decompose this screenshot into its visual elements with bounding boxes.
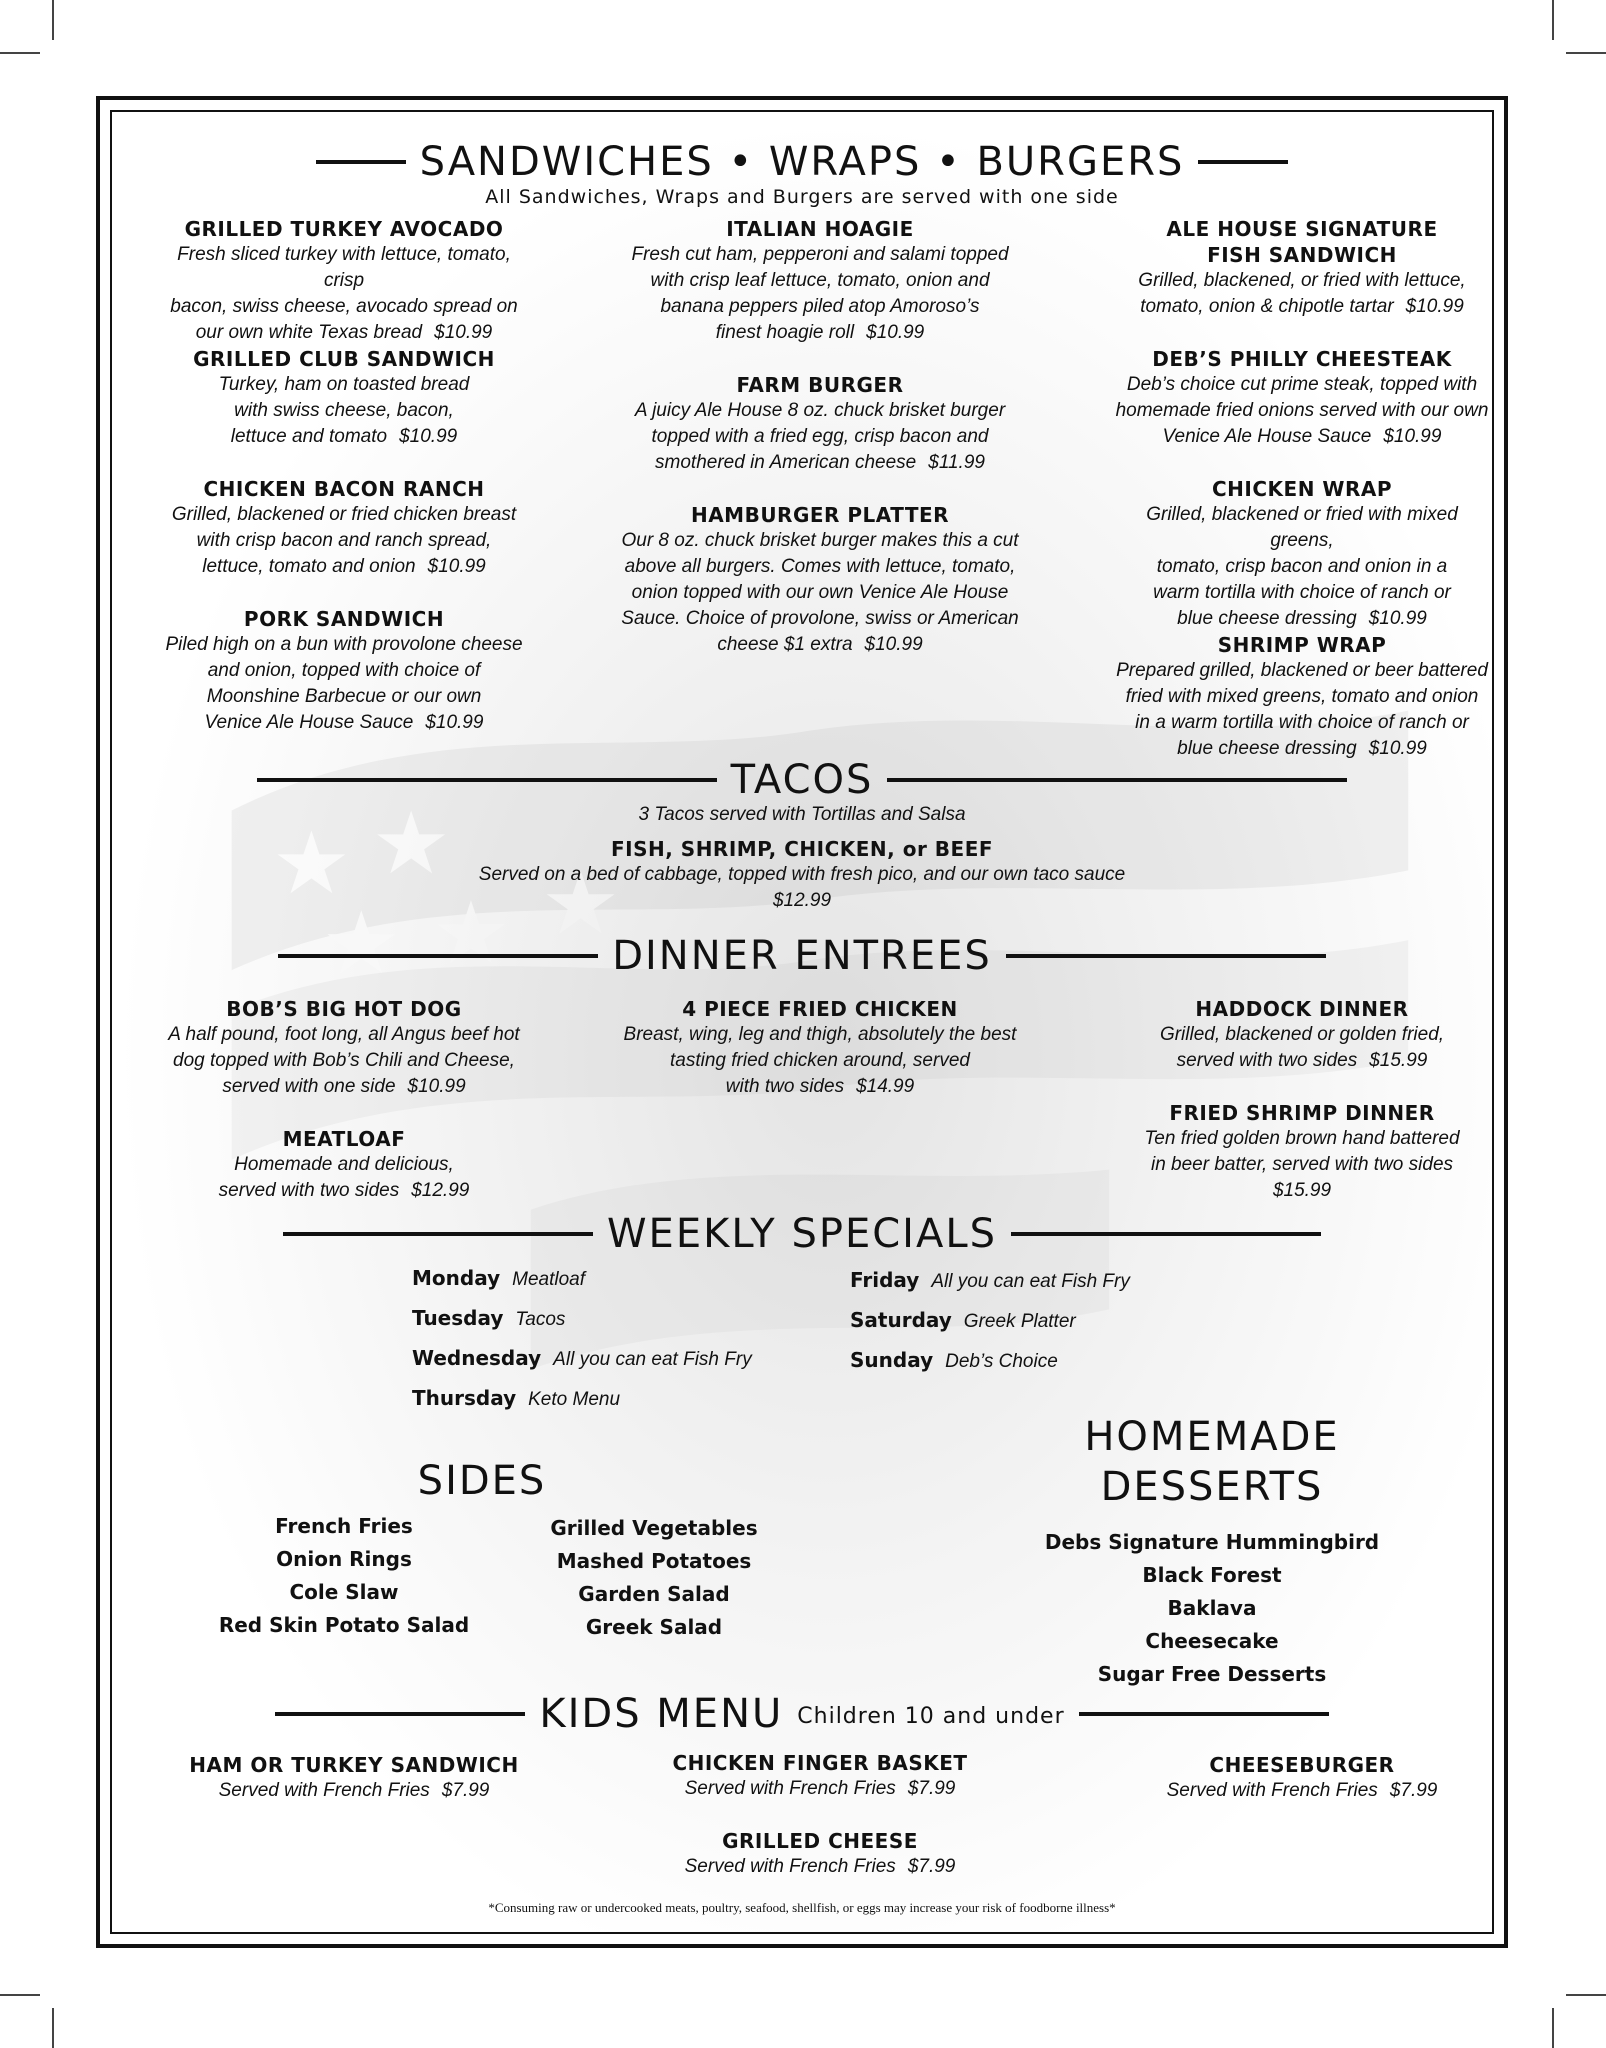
item-desc: Fresh cut ham, pepperoni and salami topped <box>631 244 1009 265</box>
item-name: FARM BURGER <box>736 373 904 397</box>
weekly-section-title <box>112 1210 1492 1258</box>
item-desc: Served with French Fries <box>218 1780 430 1801</box>
item-desc: above all burgers. Comes with lettuce, tomato, <box>624 556 1016 577</box>
menu-item <box>1112 346 1492 450</box>
dessert-item: Sugar Free Desserts <box>1097 1662 1327 1686</box>
side-item: Garden Salad <box>578 1582 730 1606</box>
item-desc: A half pound, foot long, all Angus beef hot <box>168 1024 520 1045</box>
item-desc: Deb’s choice cut prime steak, topped with <box>1126 374 1478 395</box>
menu-item <box>1112 476 1492 632</box>
menu-frame <box>96 96 1508 1948</box>
special-day: Tuesday <box>412 1306 504 1330</box>
title-rule <box>275 1712 525 1716</box>
side-item: Cole Slaw <box>289 1580 399 1604</box>
item-name: GRILLED TURKEY AVOCADO <box>184 217 504 241</box>
desserts-list <box>1002 1526 1422 1691</box>
item-price: $15.99 <box>1369 1050 1428 1071</box>
menu-item <box>600 996 1040 1100</box>
item-desc: with crisp leaf lettuce, tomato, onion and <box>650 270 990 291</box>
desserts-title <box>1012 1412 1412 1512</box>
special-row <box>412 1346 752 1371</box>
tacos-subtitle: 3 Tacos served with Tortillas and Salsa <box>638 804 966 825</box>
item-desc: blue cheese dressing <box>1177 738 1357 759</box>
item-price: $7.99 <box>907 1856 956 1877</box>
item-desc: served with two sides <box>218 1180 400 1201</box>
special-day: Thursday <box>412 1386 517 1410</box>
item-name: GRILLED CHEESE <box>722 1829 918 1853</box>
item-desc: Served with French Fries <box>684 1778 896 1799</box>
kids-title-text: KIDS MENU <box>539 1691 784 1737</box>
item-desc: in a warm tortilla with choice of ranch or <box>1135 712 1469 733</box>
item-price: $10.99 <box>1405 296 1464 317</box>
title-rule <box>257 778 717 782</box>
item-desc: tomato, onion & chipotle tartar <box>1140 296 1394 317</box>
menu-item <box>164 346 524 450</box>
item-name: CHICKEN BACON RANCH <box>203 477 485 501</box>
item-desc: served with two sides <box>1176 1050 1358 1071</box>
side-item: Onion Rings <box>276 1547 412 1571</box>
special-item: Keto Menu <box>528 1389 621 1410</box>
crop-mark <box>1566 1994 1606 1996</box>
special-item: Greek Platter <box>963 1311 1076 1332</box>
title-rule <box>1198 160 1288 164</box>
special-row <box>412 1306 565 1331</box>
item-price: $10.99 <box>866 322 925 343</box>
item-price: $10.99 <box>425 712 484 733</box>
dessert-item: Black Forest <box>1142 1563 1282 1587</box>
menu-item <box>1112 1100 1492 1204</box>
title-rule <box>283 1232 593 1236</box>
item-price: $10.99 <box>1368 738 1427 759</box>
menu-item <box>600 1828 1040 1880</box>
menu-item <box>164 216 524 346</box>
crop-mark <box>0 1994 40 1996</box>
item-desc: Sauce. Choice of provolone, swiss or American <box>621 608 1019 629</box>
item-price: $11.99 <box>928 452 985 473</box>
item-price: $10.99 <box>434 322 493 343</box>
item-desc: homemade fried onions served with our own <box>1115 400 1489 421</box>
tacos-section-title <box>112 756 1492 804</box>
item-desc: Ten fried golden brown hand battered <box>1144 1128 1460 1149</box>
item-name: 4 PIECE FRIED CHICKEN <box>682 997 958 1021</box>
item-name: CHEESEBURGER <box>1209 1753 1395 1777</box>
item-desc: Grilled, blackened or fried chicken breast <box>171 504 517 525</box>
menu-item <box>1112 1752 1492 1804</box>
title-rule <box>1079 1712 1329 1716</box>
item-desc: dog topped with Bob’s Chili and Cheese, <box>173 1050 515 1071</box>
menu-item <box>164 996 524 1100</box>
item-desc: tomato, crisp bacon and onion in a <box>1156 556 1448 577</box>
item-desc: Served on a bed of cabbage, topped with fresh pico, and our own taco sauce <box>478 864 1126 885</box>
item-desc: finest hoagie roll <box>715 322 855 343</box>
item-price: $7.99 <box>441 1780 490 1801</box>
crop-mark <box>52 0 54 40</box>
item-desc: bacon, swiss cheese, avocado spread on <box>170 296 518 317</box>
item-name: PORK SANDWICH <box>243 607 445 631</box>
sandwiches-section-title <box>112 138 1492 186</box>
item-desc: served with one side <box>222 1076 396 1097</box>
menu-item <box>164 476 524 580</box>
item-desc: with crisp bacon and ranch spread, <box>196 530 492 551</box>
menu-inner-frame <box>110 110 1494 1934</box>
item-desc: Homemade and delicious, <box>234 1154 454 1175</box>
item-desc: tasting fried chicken around, served <box>670 1050 970 1071</box>
title-rule <box>887 778 1347 782</box>
item-name: DEB’S PHILLY CHEESTEAK <box>1152 347 1452 371</box>
item-price: $7.99 <box>907 1778 956 1799</box>
item-price: $10.99 <box>1383 426 1442 447</box>
sides-title: SIDES <box>417 1458 547 1504</box>
special-row <box>850 1268 1130 1293</box>
item-desc: Venice Ale House Sauce <box>1162 426 1372 447</box>
sides-list-col1 <box>184 1510 504 1642</box>
crop-mark <box>52 2008 54 2048</box>
menu-item <box>112 836 1492 914</box>
item-price: $10.99 <box>407 1076 466 1097</box>
item-desc: Grilled, blackened or golden fried, <box>1159 1024 1445 1045</box>
title-rule <box>1006 954 1326 958</box>
item-name: GRILLED CLUB SANDWICH <box>193 347 495 371</box>
item-desc: Grilled, blackened, or fried with lettuce, <box>1138 270 1466 291</box>
item-desc: Piled high on a bun with provolone cheese <box>165 634 523 655</box>
menu-item <box>164 1126 524 1204</box>
item-price: $10.99 <box>1368 608 1427 629</box>
item-desc: topped with a fried egg, crisp bacon and <box>651 426 989 447</box>
item-desc: and onion, topped with choice of <box>207 660 481 681</box>
item-name: ALE HOUSE SIGNATURE <box>1166 217 1438 241</box>
side-item: French Fries <box>275 1514 413 1538</box>
side-item: Grilled Vegetables <box>550 1516 758 1540</box>
item-desc: Moonshine Barbecue or our own <box>206 686 482 707</box>
sandwiches-title: SANDWICHES • WRAPS • BURGERS <box>419 139 1185 185</box>
item-name: CHICKEN WRAP <box>1212 477 1392 501</box>
sandwiches-subtitle: All Sandwiches, Wraps and Burgers are served with one side <box>485 186 1119 208</box>
item-price: $14.99 <box>856 1076 915 1097</box>
item-name: HADDOCK DINNER <box>1195 997 1409 1021</box>
title-rule <box>278 954 598 958</box>
menu-item <box>1112 632 1492 762</box>
item-desc: Venice Ale House Sauce <box>204 712 414 733</box>
food-safety-disclaimer: *Consuming raw or undercooked meats, poultry, seafood, shellfish, or eggs may increase your risk of foodborne illness* <box>488 1900 1116 1915</box>
menu-item <box>600 502 1040 658</box>
special-row <box>850 1348 1058 1373</box>
kids-section-title <box>112 1690 1492 1738</box>
item-desc: smothered in American cheese <box>655 452 917 473</box>
item-name: HAMBURGER PLATTER <box>690 503 950 527</box>
title-rule <box>1011 1232 1321 1236</box>
side-item: Mashed Potatoes <box>556 1549 752 1573</box>
item-name: CHICKEN FINGER BASKET <box>672 1751 968 1775</box>
item-desc: Fresh sliced turkey with lettuce, tomato, crisp <box>177 244 511 291</box>
menu-item <box>600 1750 1040 1802</box>
item-price: $12.99 <box>411 1180 470 1201</box>
tacos-title: TACOS <box>730 757 874 803</box>
weekly-title: WEEKLY SPECIALS <box>607 1211 997 1257</box>
menu-item <box>1112 216 1492 320</box>
dessert-item: Baklava <box>1167 1596 1257 1620</box>
item-desc: A juicy Ale House 8 oz. chuck brisket burger <box>634 400 1006 421</box>
item-desc: banana peppers piled atop Amoroso’s <box>660 296 980 317</box>
title-rule <box>316 160 406 164</box>
crop-mark <box>1552 2008 1554 2048</box>
special-day: Friday <box>850 1268 920 1292</box>
item-desc: cheese $1 extra <box>717 634 853 655</box>
special-item: Deb’s Choice <box>945 1351 1058 1372</box>
item-desc: in beer batter, served with two sides <box>1150 1154 1454 1175</box>
item-price: $7.99 <box>1389 1780 1438 1801</box>
item-price: $10.99 <box>399 426 458 447</box>
crop-mark <box>1566 52 1606 54</box>
kids-title <box>525 1691 1078 1737</box>
item-desc: Breast, wing, leg and thigh, absolutely the best <box>623 1024 1017 1045</box>
item-desc: blue cheese dressing <box>1177 608 1357 629</box>
special-day: Wednesday <box>412 1346 542 1370</box>
menu-item <box>1112 996 1492 1074</box>
item-name: HAM OR TURKEY SANDWICH <box>189 1753 519 1777</box>
item-desc: Our 8 oz. chuck brisket burger makes this a cut <box>621 530 1019 551</box>
item-desc: Served with French Fries <box>1166 1780 1378 1801</box>
item-name-line2: FISH SANDWICH <box>1207 243 1397 267</box>
special-day: Sunday <box>850 1348 934 1372</box>
desserts-title-line2: DESSERTS <box>1100 1464 1324 1510</box>
item-desc: lettuce and tomato <box>230 426 388 447</box>
item-desc: with two sides <box>725 1076 845 1097</box>
special-item: Tacos <box>515 1309 566 1330</box>
item-price: $10.99 <box>427 556 486 577</box>
item-name: SHRIMP WRAP <box>1217 633 1387 657</box>
dinner-title: DINNER ENTREES <box>612 933 992 979</box>
menu-item <box>164 1752 544 1804</box>
item-desc: Turkey, ham on toasted bread <box>218 374 470 395</box>
item-desc: fried with mixed greens, tomato and onion <box>1125 686 1479 707</box>
item-name: FISH, SHRIMP, CHICKEN, or BEEF <box>610 837 994 861</box>
dinner-section-title <box>112 932 1492 980</box>
menu-item <box>164 606 524 736</box>
item-desc: Prepared grilled, blackened or beer battered <box>1116 660 1488 681</box>
special-day: Saturday <box>850 1308 952 1332</box>
menu-item <box>600 216 1040 346</box>
item-price: $10.99 <box>864 634 923 655</box>
crop-mark <box>0 52 40 54</box>
item-price: $12.99 <box>772 890 832 911</box>
item-desc: onion topped with our own Venice Ale House <box>631 582 1009 603</box>
dessert-item: Debs Signature Hummingbird <box>1044 1530 1380 1554</box>
item-desc: lettuce, tomato and onion <box>202 556 416 577</box>
special-item: Meatloaf <box>512 1269 585 1290</box>
item-name: FRIED SHRIMP DINNER <box>1169 1101 1435 1125</box>
special-day: Monday <box>412 1266 501 1290</box>
kids-note: Children 10 and under <box>797 1704 1065 1729</box>
special-row <box>850 1308 1076 1333</box>
special-row <box>412 1386 620 1411</box>
item-desc: Served with French Fries <box>684 1856 896 1877</box>
special-item: All you can eat Fish Fry <box>553 1349 752 1370</box>
item-name: BOB’S BIG HOT DOG <box>226 997 462 1021</box>
desserts-title-line1: HOMEMADE <box>1084 1414 1340 1460</box>
item-name: MEATLOAF <box>282 1127 406 1151</box>
item-desc: our own white Texas bread <box>195 322 423 343</box>
item-desc: with swiss cheese, bacon, <box>234 400 454 421</box>
special-row <box>412 1266 585 1291</box>
side-item: Red Skin Potato Salad <box>218 1613 470 1637</box>
item-desc: warm tortilla with choice of ranch or <box>1153 582 1451 603</box>
crop-mark <box>1552 0 1554 40</box>
item-name: ITALIAN HOAGIE <box>726 217 914 241</box>
sides-list-col2 <box>504 1512 804 1644</box>
item-price: $15.99 <box>1272 1180 1332 1201</box>
menu-item <box>600 372 1040 476</box>
dessert-item: Cheesecake <box>1145 1629 1279 1653</box>
special-item: All you can eat Fish Fry <box>931 1271 1130 1292</box>
side-item: Greek Salad <box>585 1615 723 1639</box>
item-desc: Grilled, blackened or fried with mixed greens, <box>1146 504 1458 551</box>
